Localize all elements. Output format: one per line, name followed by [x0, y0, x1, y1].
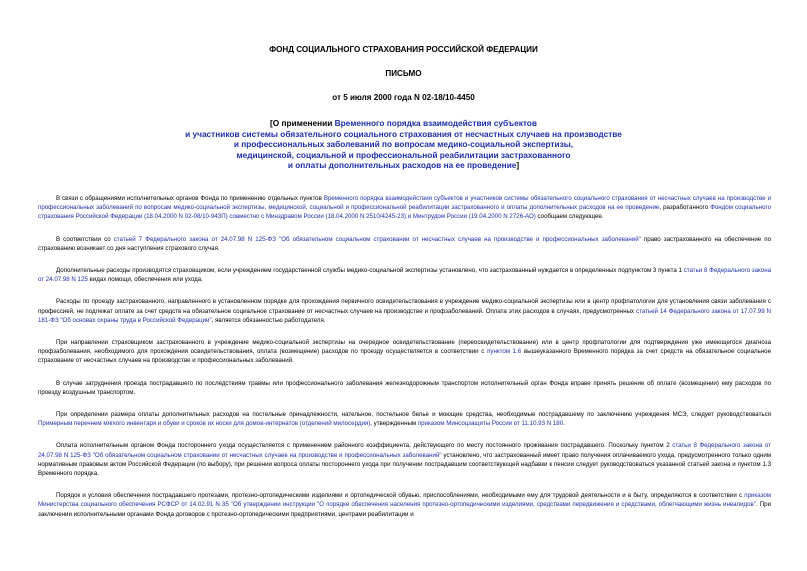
link-article-7[interactable]: статьей 7 Федерального закона от 24.07.98 N 125-ФЗ "Об обязательном социальном страховании от несчастных случаев на производстве и профессиональных заболеваний"	[113, 235, 641, 243]
paragraph-text: В соответствии со	[56, 235, 114, 243]
paragraph-text: видах помощи, обеспечения или ухода.	[87, 276, 203, 284]
document-subject	[0, 118, 807, 171]
link-article-8[interactable]: статьи 8 Федерального закона от 24.07.98 N 125	[38, 267, 772, 284]
paragraph-1	[38, 194, 771, 222]
paragraph-text: сообщаем следующее.	[535, 213, 604, 221]
link-order-35[interactable]: приказом Министерства социального обеспечения РСФСР от 14.02.91 N 35 "Об утверждении инструкции "О порядке обеспечения населения протезно-ортопедическими изделиями, средствами передвижения и средствами, облегчающими жизнь инвалидов"	[38, 492, 771, 509]
paragraph-2	[38, 235, 771, 253]
subject-line-4[interactable]: медицинской, социальной и профессиональной реабилитации застрахованного	[236, 149, 571, 160]
subject-open: [О применении	[270, 118, 335, 128]
paragraph-8	[38, 441, 771, 478]
paragraph-text: Оплата исполнительным органом Фонда постороннего ухода осуществляется с применением районного коэффициента, действующего по месту постоянного проживания пострадавшего. Поскольку пунктом 2	[56, 442, 673, 450]
paragraph-text: . При заключении исполнительными органами Фонда договоров с протезно-ортопедическими предприятиями, центрами реабилитации и	[38, 501, 772, 518]
paragraph-text: , разработанного	[659, 204, 711, 212]
paragraph-4	[38, 297, 771, 325]
paragraph-text: право застрахованного на обеспечение по страхованию возникает со дня наступления страхового случая.	[38, 235, 771, 252]
subject-close: ]	[516, 160, 520, 171]
paragraph-6	[38, 379, 771, 397]
paragraph-text: вышеуказанного Временного порядка за счет средств на обязательное социальное страхование от несчастных случаев на производстве и профессиональных заболеваний.	[38, 348, 771, 365]
link-order-180[interactable]: приказом Минсоцзащиты России от 11.10.93 N 180	[417, 420, 564, 428]
paragraph-text: Дополнительные расходы производятся страховщиком, если учреждением государственной службы медико-социальной экспертизы установлено, что застрахованный нуждается в определенных подпунктом 3 пункта 1	[56, 267, 684, 275]
paragraph-text: В связи с обращениями исполнительных органов Фонда по применению отдельных пунктов	[56, 195, 324, 202]
paragraph-text: .	[563, 420, 565, 428]
paragraph-text: Расходы по проезду застрахованного, направленного в установленном порядке для прохождения первичного освидетельствования в учреждение медико-социальной экспертизы или в центр профпатологии для установления связи заболевания с профессией, не подлежат оплате за счет средств на обязательное социальное страхование от несчастных случаев на производстве и профзаболеваний. Оплата этих расходов в случаях, предусмотренных	[38, 298, 771, 315]
link-inventory-list[interactable]: Примерным перечнем мягкого инвентаря и обуви и сроков их носки для домов-интернатов (отделений милосердия)	[38, 420, 371, 428]
link-fss-approval[interactable]: Фондом социального страхования Российской Федерации (18.04.2000 N 02-08/10-943П) совместно с Минздравом России (18.04.2000 N 2510/4245-23) и Минтрудом России (19.04.2000 N 2726-АО)	[38, 204, 771, 221]
subject-link[interactable]: Временного порядка взаимодействия субъектов	[334, 118, 537, 128]
subject-line-5[interactable]: и оплаты дополнительных расходов на ее проведение	[287, 160, 517, 171]
document-type: ПИСЬМО	[385, 69, 422, 78]
subject-line-3[interactable]: и профессиональных заболеваний по вопросам медико-социальной экспертизы,	[233, 139, 574, 150]
subject-line-2[interactable]: и участников системы обязательного социального страхования от несчастных случаев на производстве	[185, 128, 622, 139]
paragraph-text: При направлении страховщиком застрахованного в учреждение медико-социальной экспертизы на очередное освидетельствование (переосвидетельствование) или в центр профпатологии для подтверждения уже имеющегося диагноза профзаболевания, необходимого для прохождения освидетельствования, оплата (возмещение) расходов по проезду осуществляется в соответствии с	[38, 339, 771, 356]
link-temporary-procedure[interactable]: Временного порядка взаимодействия субъектов и участников системы обязательного социального страхования от несчастных случаев на производстве и профессиональных заболеваний по вопросам медико-социальной экспертизы, медицинской, социальной и профессиональной реабилитации застрахованного и оплаты дополнительных расходов на ее проведение	[38, 195, 771, 212]
link-article-14[interactable]: статьей 14 Федерального закона от 17.07.99 N 181-ФЗ "Об основах охраны труда в Российской Федерации"	[38, 307, 771, 324]
paragraph-text: Порядок и условия обеспечения пострадавшего протезами, протезно-ортопедическими изделиями и ортопедической обувью, приспособлениями, необходимыми ему для трудовой деятельности и в быту, определяются в соответствии с	[56, 492, 745, 500]
link-article-8-law[interactable]: статьи 8 Федерального закона от 24.07.98 N 125-ФЗ "Об обязательном социальном страховании от несчастных случаев на производстве и профессиональных заболеваний"	[38, 442, 771, 459]
paragraph-3	[38, 266, 771, 284]
paragraph-text: В случае затруднения проезда пострадавшего по последствиям травмы или профессионального заболевания железнодорожным транспортом исполнительный орган Фонда вправе принять решение об оплате (возмещении) ему расходов по проезду воздушным транспортом.	[38, 379, 771, 396]
paragraph-7	[38, 410, 771, 428]
paragraph-9	[38, 491, 771, 519]
document-body	[38, 194, 771, 532]
organization-heading: ФОНД СОЦИАЛЬНОГО СТРАХОВАНИЯ РОССИЙСКОЙ ФЕДЕРАЦИИ	[269, 45, 538, 54]
paragraph-5	[38, 338, 771, 366]
link-point-1-6[interactable]: пунктом 1.6	[487, 348, 522, 356]
document-date-number: от 5 июля 2000 года N 02-18/10-4450	[332, 93, 475, 102]
paragraph-text: , является обязанностью работодателя.	[211, 316, 326, 324]
paragraph-text: установлено, что застрахованный имеет право получения оплачиваемого ухода, предусмотренного только одним нормативным правовым актом Российской Федерации (по выбору), при решении вопроса оплаты постороннего ухода при получении пострадавшим соответствующей надбавки к пенсии следует руководствоваться указанной статьей закона и пунктом 1.3 Временного порядка.	[38, 451, 772, 478]
paragraph-text: При определении размера оплаты дополнительных расходов на постельные принадлежности, нательное, постельное белье и моющие средства, необходимые пострадавшему по заключению учреждения МСЭ, следует руководствоваться	[56, 411, 771, 419]
paragraph-text: , утвержденным	[370, 420, 418, 428]
